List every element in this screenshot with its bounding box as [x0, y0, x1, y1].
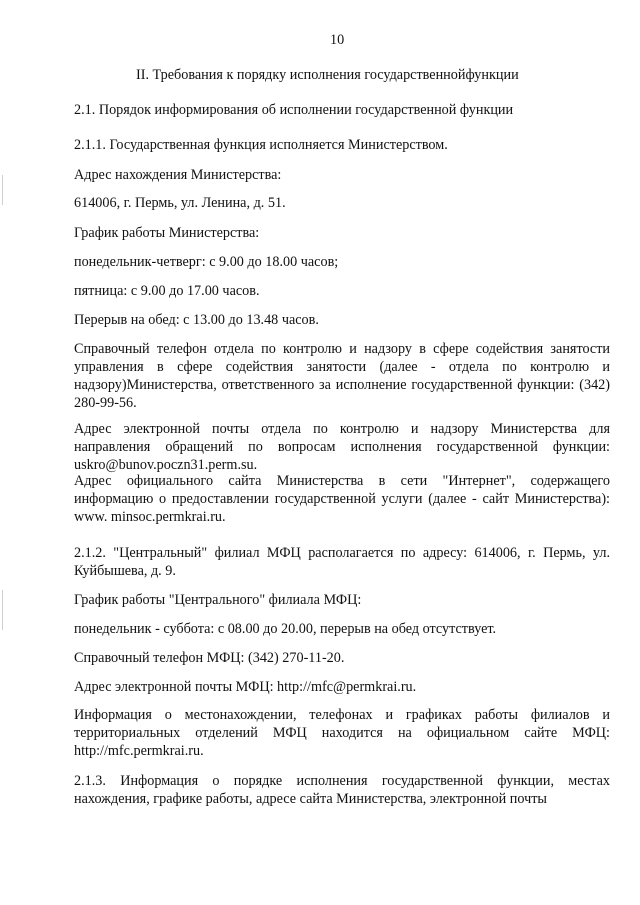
schedule-mon-thu: понедельник-четверг: с 9.00 до 18.00 часов; [74, 254, 339, 270]
email-paragraph: Адрес электронной почты отдела по контролю и надзору Министерства для направления обращений по вопросам исполнения государственной функции: uskro@bunov.poczn31.perm.su. [74, 421, 610, 473]
lunch-break: Перерыв на обед: с 13.00 до 13.48 часов. [74, 312, 319, 328]
paragraph-2-1-1: 2.1.1. Государственная функция исполняется Министерством. [74, 137, 448, 153]
address-value: 614006, г. Пермь, ул. Ленина, д. 51. [74, 195, 286, 211]
mfc-schedule: понедельник - суббота: с 08.00 до 20.00, перерыв на обед отсутствует. [74, 621, 497, 637]
scan-edge-mark [2, 590, 3, 630]
paragraph-2-1-3: 2.1.3. Информация о порядке исполнения государственной функции, местах нахождения, графике работы, адресе сайта Министерства, электронной почты [74, 773, 610, 807]
address-label: Адрес нахождения Министерства: [74, 167, 282, 183]
schedule-friday: пятница: с 9.00 до 17.00 часов. [74, 283, 260, 299]
section-title: II. Требования к порядку исполнения государственнойфункции [136, 67, 519, 83]
site-paragraph: Адрес официального сайта Министерства в сети "Интернет", содержащего информацию о предоставлении государственной услуги (далее - сайт Министерства): www. minsoc.permkrai.ru. [74, 473, 610, 525]
mfc-email: Адрес электронной почты МФЦ: http://mfc@permkrai.ru. [74, 679, 417, 695]
paragraph-2-1: 2.1. Порядок информирования об исполнении государственной функции [74, 102, 514, 118]
mfc-schedule-label: График работы "Центрального" филиала МФЦ: [74, 592, 362, 608]
mfc-phone: Справочный телефон МФЦ: (342) 270-11-20. [74, 650, 345, 666]
phone-paragraph: Справочный телефон отдела по контролю и надзору в сфере содействия занятости управления в сфере содействия занятости (далее - отдела по контролю и надзору)Министерства, ответственного за исполнение государственной функции: (342) 280-99-56. [74, 341, 610, 411]
paragraph-2-1-2: 2.1.2. "Центральный" филиал МФЦ располагается по адресу: 614006, г. Пермь, ул. Куйбышева, д. 9. [74, 545, 610, 579]
page-number: 10 [330, 32, 345, 48]
schedule-label: График работы Министерства: [74, 225, 260, 241]
mfc-info-paragraph: Информация о местонахождении, телефонах и графиках работы филиалов и территориальных отделений МФЦ находится на официальном сайте МФЦ: http://mfc.permkrai.ru. [74, 707, 610, 759]
scan-edge-mark [2, 175, 3, 205]
